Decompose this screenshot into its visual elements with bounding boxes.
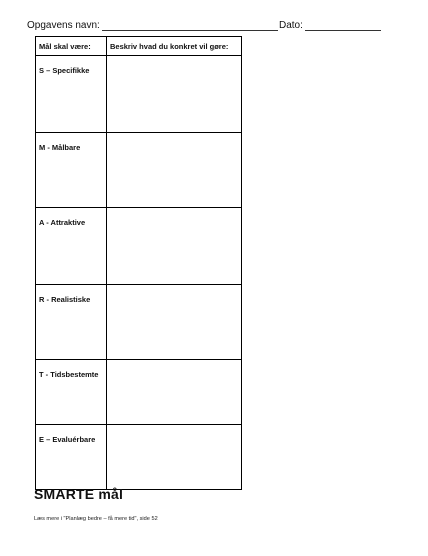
- row-label-attractive: A - Attraktive: [36, 208, 107, 285]
- smart-goals-table: [35, 36, 242, 490]
- row-label-realistic: R - Realistiske: [36, 285, 107, 360]
- column-header-description: Beskriv hvad du konkret vil gøre:: [107, 37, 242, 56]
- table-row: [36, 56, 242, 133]
- description-cell-evaluable[interactable]: [107, 425, 242, 490]
- description-cell-specific[interactable]: [107, 56, 242, 133]
- table-header-row: [36, 37, 242, 56]
- row-label-timebound: T - Tidsbestemte: [36, 360, 107, 425]
- task-name-field[interactable]: [27, 17, 278, 31]
- date-field[interactable]: [279, 17, 381, 31]
- page-title: SMARTE mål: [34, 486, 124, 502]
- row-label-evaluable: E – Evaluérbare: [36, 425, 107, 490]
- date-label: Dato:: [279, 20, 303, 31]
- row-label-measurable: M - Målbare: [36, 133, 107, 208]
- table-row: [36, 285, 242, 360]
- table-row: [36, 425, 242, 490]
- row-label-specific: S – Specifikke: [36, 56, 107, 133]
- task-name-line[interactable]: [102, 19, 278, 31]
- table-row: [36, 133, 242, 208]
- date-line[interactable]: [305, 19, 381, 31]
- table-row: [36, 360, 242, 425]
- footnote: Læs mere i "Planlæg bedre – få mere tid", side 52: [34, 516, 158, 522]
- description-cell-timebound[interactable]: [107, 360, 242, 425]
- description-cell-measurable[interactable]: [107, 133, 242, 208]
- description-cell-realistic[interactable]: [107, 285, 242, 360]
- header-row: [27, 17, 387, 31]
- column-header-goal: Mål skal være:: [36, 37, 107, 56]
- description-cell-attractive[interactable]: [107, 208, 242, 285]
- table-row: [36, 208, 242, 285]
- task-name-label: Opgavens navn:: [27, 20, 100, 31]
